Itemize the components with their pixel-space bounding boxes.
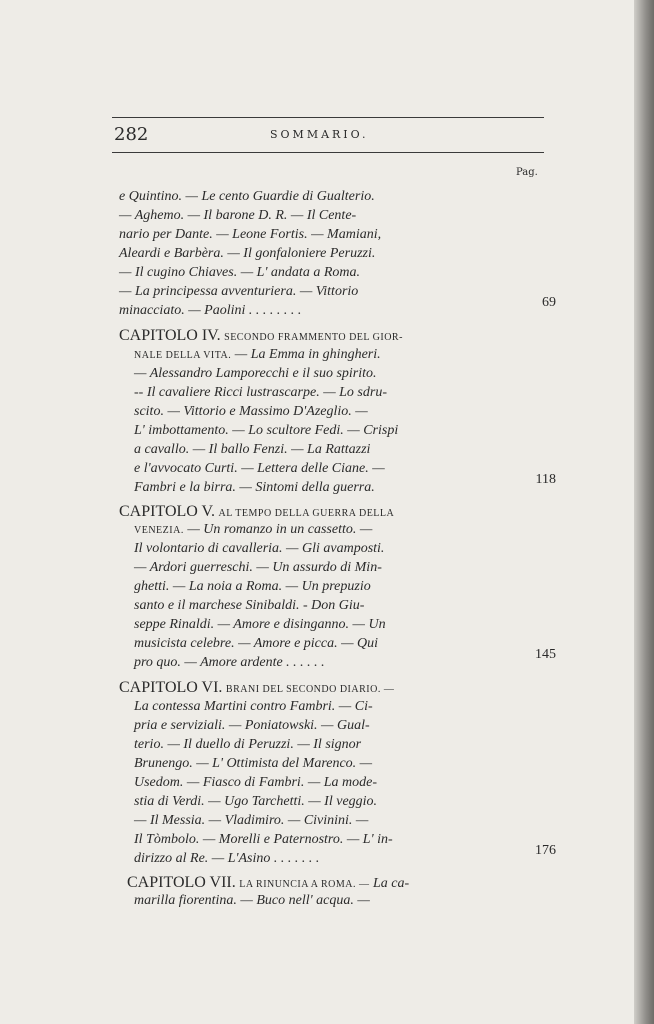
chapter-heading: CAPITOLO IV. SECONDO FRAMMENTO DEL GIOR- [119,327,403,344]
chapter-heading: CAPITOLO VII. LA RINUNCIA A ROMA. — La ca- [127,874,410,891]
toc-line: Fambri e la birra. — Sintomi della guerra. [134,480,375,495]
chapter-heading: CAPITOLO V. AL TEMPO DELLA GUERRA DELLA [119,503,395,520]
toc-page-ref: 176 [535,843,556,858]
toc-line: seppe Rinaldi. — Amore e disinganno. — Un [134,617,386,632]
toc-line: Brunengo. — L' Ottimista del Marenco. — [134,756,373,771]
toc-line: -- Il cavaliere Ricci lustrascarpe. — Lo sdru- [134,385,387,400]
toc-page-ref: 118 [535,472,556,487]
toc-line: Il Tòmbolo. — Morelli e Paternostro. — L' in- [134,832,393,847]
toc-line: — Il cugino Chiaves. — L' andata a Roma. [119,265,360,280]
book-spine [634,0,654,1024]
toc-line: dirizzo al Re. — L'Asino . . . . . . . [134,851,320,866]
toc-line: Usedom. — Fiasco di Fambri. — La mode- [134,775,378,790]
toc-line: — Ardori guerreschi. — Un assurdo di Min- [134,560,382,575]
chapter-heading: CAPITOLO VI. BRANI DEL SECONDO DIARIO. — [119,679,395,696]
page-number: 282 [114,124,149,145]
toc-page-ref: 69 [542,295,556,310]
toc-line: La contessa Martini contro Fambri. — Ci- [134,699,373,714]
toc-line: VENEZIA. — Un romanzo in un cassetto. — [134,522,373,537]
toc-line: nario per Dante. — Leone Fortis. — Mamiani, [119,227,382,242]
toc-line: — La principessa avventuriera. — Vittorio [119,284,359,299]
toc-line: Aleardi e Barbèra. — Il gonfaloniere Peruzzi. [119,246,376,261]
toc-line: e l'avvocato Curti. — Lettera delle Ciane. — [134,461,385,476]
toc-line: L' imbottamento. — Lo scultore Fedi. — Crispi [134,423,399,438]
toc-line: scito. — Vittorio e Massimo D'Azeglio. — [134,404,368,419]
header-rule-bottom [112,152,544,153]
toc-line: a cavallo. — Il ballo Fenzi. — La Rattazzi [134,442,371,457]
toc-line: musicista celebre. — Amore e picca. — Qui [134,636,379,651]
toc-line: ghetti. — La noia a Roma. — Un prepuzio [134,579,371,594]
toc-line: e Quintino. — Le cento Guardie di Gualterio. [119,189,375,204]
toc-line: marilla fiorentina. — Buco nell' acqua. — [134,893,370,908]
toc-line: — Aghemo. — Il barone D. R. — Il Cente- [119,208,357,223]
toc-line: NALE DELLA VITA. — La Emma in ghingheri. [134,347,381,362]
toc-line: — Il Messia. — Vladimiro. — Civinini. — [134,813,369,828]
toc-line: stia di Verdi. — Ugo Tarchetti. — Il veggio. [134,794,378,809]
page-column-label: Pag. [516,167,538,178]
header-rule-top [112,117,544,118]
toc-line: santo e il marchese Sinibaldi. - Don Giu- [134,598,365,613]
toc-line: minacciato. — Paolini . . . . . . . . [119,303,302,318]
toc-line: pro quo. — Amore ardente . . . . . . [134,655,325,670]
toc-line: pria e serviziali. — Poniatowski. — Gual- [134,718,370,733]
toc-line: terio. — Il duello di Peruzzi. — Il signor [134,737,362,752]
toc-line: Il volontario di cavalleria. — Gli avamposti. [134,541,385,556]
running-title: SOMMARIO. [270,128,369,141]
toc-line: — Alessandro Lamporecchi e il suo spirito. [134,366,377,381]
toc-page-ref: 145 [535,647,556,662]
